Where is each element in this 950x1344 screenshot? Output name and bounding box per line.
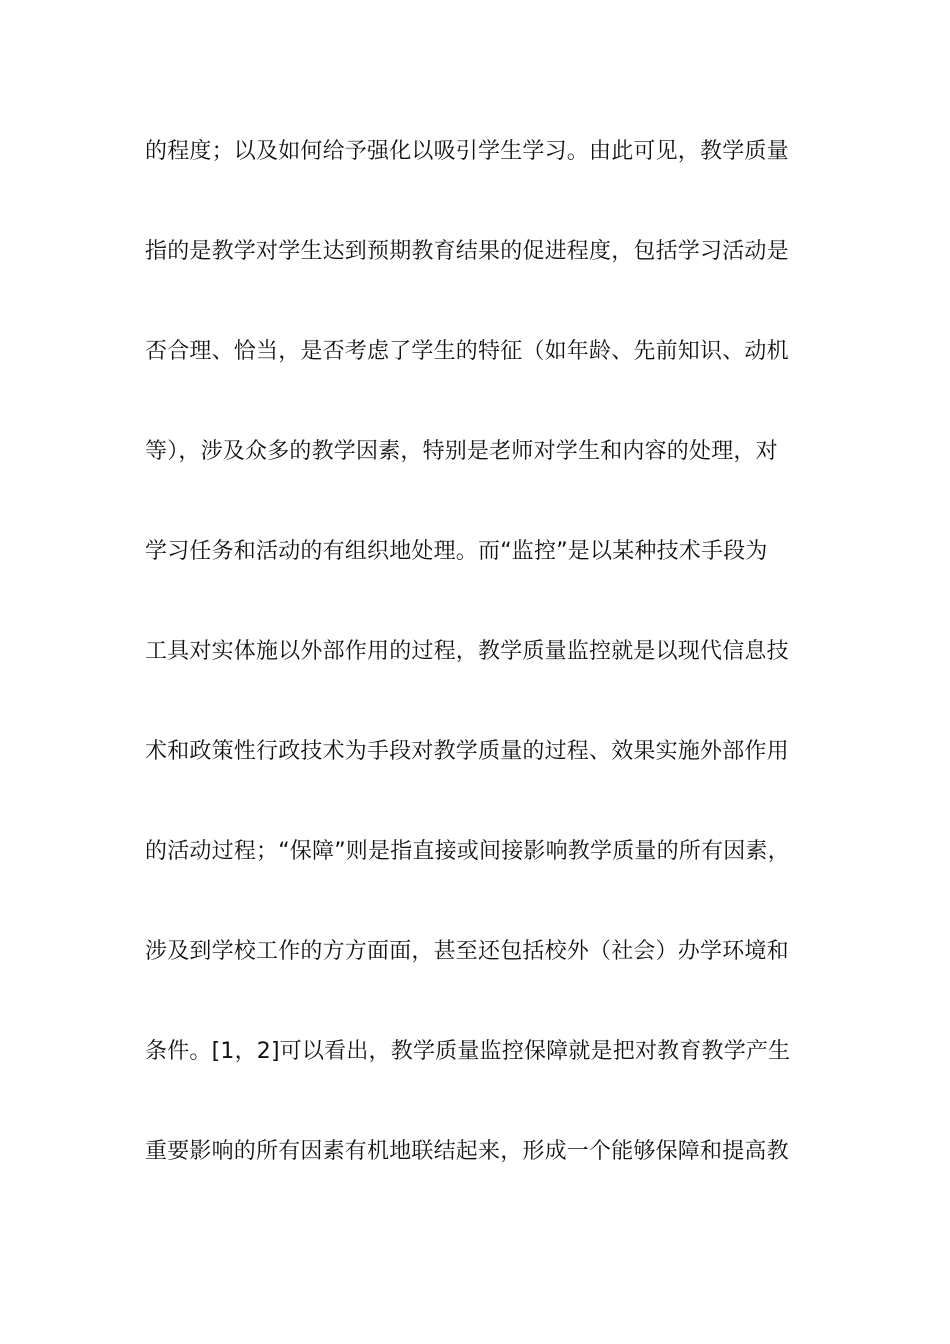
text-line: 否合理、恰当，是否考虑了学生的特征（如年龄、先前知识、动机 <box>145 339 789 364</box>
text-line: 的活动过程；“保障”则是指直接或间接影响教学质量的所有因素， <box>145 839 790 864</box>
text-line: 术和政策性行政技术为手段对教学质量的过程、效果实施外部作用 <box>145 739 789 764</box>
text-line: 学习任务和活动的有组织地处理。而“监控”是以某种技术手段为 <box>145 539 768 564</box>
text-line: 条件。[1，2]可以看出，教学质量监控保障就是把对教育教学产生 <box>145 1039 791 1064</box>
body-text <box>145 128 825 1228</box>
text-line: 指的是教学对学生达到预期教育结果的促进程度，包括学习活动是 <box>145 239 789 264</box>
text-line: 重要影响的所有因素有机地联结起来，形成一个能够保障和提高教 <box>145 1139 789 1164</box>
text-line: 等），涉及众多的教学因素，特别是老师对学生和内容的处理，对 <box>145 439 778 464</box>
text-line: 的程度；以及如何给予强化以吸引学生学习。由此可见，教学质量 <box>145 139 789 164</box>
text-line: 涉及到学校工作的方方面面，甚至还包括校外（社会）办学环境和 <box>145 939 789 964</box>
text-line: 工具对实体施以外部作用的过程，教学质量监控就是以现代信息技 <box>145 639 789 664</box>
